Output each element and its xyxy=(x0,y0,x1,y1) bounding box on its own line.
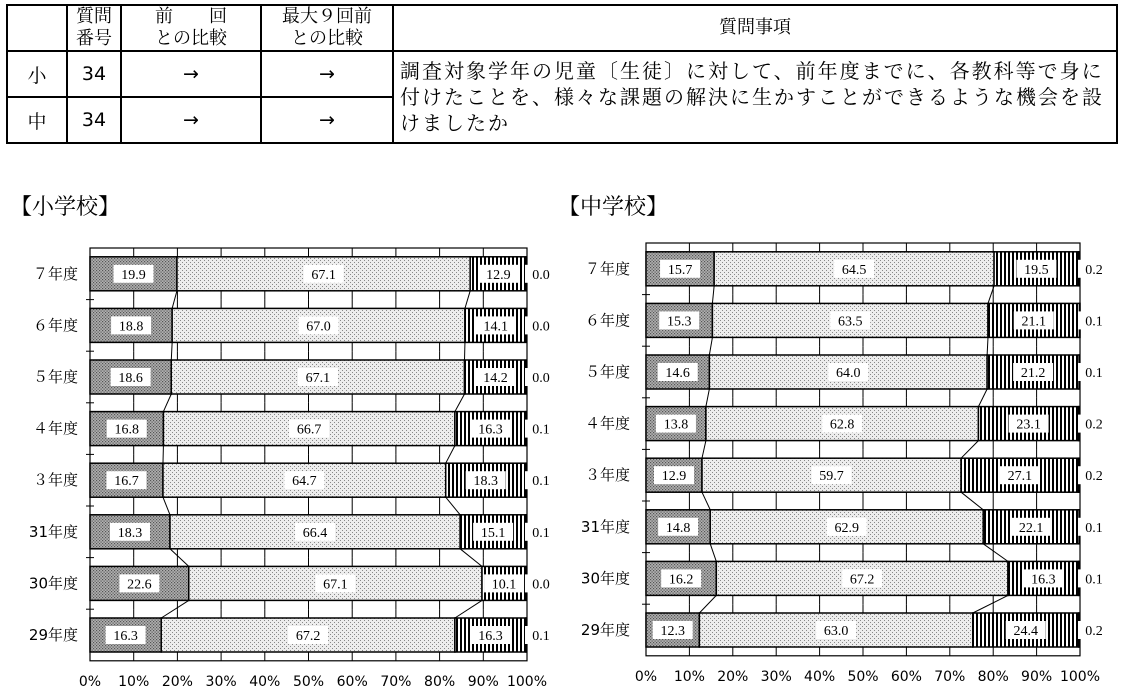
connector-line xyxy=(710,544,716,562)
connector-line xyxy=(702,441,706,459)
header-blank xyxy=(7,5,67,51)
value-label: 19.9 xyxy=(121,267,146,283)
connector-line xyxy=(455,600,482,618)
value-label: 23.1 xyxy=(1016,417,1041,433)
connector-line xyxy=(706,389,709,407)
elementary-stacked-bar-chart xyxy=(0,240,560,691)
value-label: 0.2 xyxy=(1085,469,1103,485)
x-tick-label: 50% xyxy=(292,673,325,690)
connector-line xyxy=(172,291,177,309)
category-label: ３年度 xyxy=(584,466,630,485)
value-label: 64.0 xyxy=(835,366,861,381)
category-label: 30年度 xyxy=(28,574,78,593)
connector-line xyxy=(163,497,170,515)
table-row xyxy=(7,51,1117,97)
category-label: 29年度 xyxy=(28,626,78,644)
category-label: 30年度 xyxy=(580,569,630,588)
value-label: 18.3 xyxy=(117,525,143,541)
category-label: 31年度 xyxy=(28,522,78,541)
value-label: 67.2 xyxy=(295,629,321,644)
school-elementary: 小 xyxy=(7,51,67,97)
value-label: 0.0 xyxy=(532,371,550,386)
connector-line xyxy=(987,337,988,355)
value-label: 10.1 xyxy=(491,577,517,593)
x-tick-label: 10% xyxy=(118,673,150,690)
value-label: 0.1 xyxy=(1085,520,1103,536)
header-previous-comparison: 前 回 との比較 xyxy=(121,5,261,51)
category-label: 29年度 xyxy=(580,621,630,639)
value-label: 22.6 xyxy=(127,577,152,593)
x-tick-label: 60% xyxy=(336,673,368,690)
school-junior: 中 xyxy=(7,97,67,143)
value-label: 15.1 xyxy=(480,525,506,541)
value-label: 62.9 xyxy=(834,520,859,536)
x-tick-label: 100% xyxy=(506,673,548,690)
connector-line xyxy=(983,544,1008,562)
value-label: 64.5 xyxy=(841,262,867,278)
value-label: 67.1 xyxy=(305,371,331,386)
value-label: 63.0 xyxy=(823,624,849,639)
connector-line xyxy=(446,497,460,515)
x-tick-label: 40% xyxy=(804,668,836,685)
value-label: 0.2 xyxy=(1085,624,1103,639)
value-label: 0.1 xyxy=(1085,572,1103,588)
value-label: 0.1 xyxy=(532,474,550,490)
connector-line xyxy=(171,342,172,360)
header-question-number: 質問 番号 xyxy=(67,5,121,51)
value-label: 67.1 xyxy=(323,577,348,593)
value-label: 63.5 xyxy=(837,314,863,330)
connector-line xyxy=(712,286,714,304)
section-title-elementary: 【小学校】 xyxy=(10,195,121,220)
category-label: ５年度 xyxy=(584,363,630,381)
category-label: ４年度 xyxy=(32,419,78,438)
connector-line xyxy=(978,389,987,407)
junior-stacked-bar-chart xyxy=(560,240,1126,691)
question-table xyxy=(6,4,1118,144)
category-label: ５年度 xyxy=(32,368,78,386)
value-label: 16.3 xyxy=(478,629,503,644)
value-label: 16.3 xyxy=(113,629,138,644)
connector-line xyxy=(709,337,712,355)
category-label: ３年度 xyxy=(32,471,78,490)
connector-line xyxy=(446,446,455,464)
value-label: 18.6 xyxy=(118,371,143,386)
value-label: 66.7 xyxy=(296,422,322,438)
value-label: 16.7 xyxy=(114,474,139,490)
x-tick-label: 10% xyxy=(673,668,705,685)
category-label: ７年度 xyxy=(32,264,78,283)
connector-line xyxy=(961,492,983,510)
value-label: 66.4 xyxy=(302,525,328,541)
x-tick-label: 80% xyxy=(424,673,456,690)
table-header-row xyxy=(7,5,1117,51)
connector-line xyxy=(465,291,470,309)
value-label: 14.2 xyxy=(483,371,508,386)
value-label: 27.1 xyxy=(1007,469,1033,485)
x-tick-label: 30% xyxy=(760,668,792,685)
value-label: 0.0 xyxy=(532,267,550,283)
value-label: 59.7 xyxy=(819,469,844,485)
x-tick-label: 20% xyxy=(717,668,749,685)
value-label: 67.2 xyxy=(849,572,875,588)
connector-line xyxy=(161,600,189,618)
x-tick-label: 80% xyxy=(977,668,1009,685)
section-title-junior: 【中学校】 xyxy=(558,195,669,220)
category-label: ６年度 xyxy=(32,316,78,335)
value-label: 0.1 xyxy=(532,525,550,541)
value-label: 16.3 xyxy=(1031,572,1056,588)
category-label: ６年度 xyxy=(584,311,630,330)
value-label: 0.0 xyxy=(532,319,550,335)
x-tick-label: 30% xyxy=(205,673,237,690)
x-tick-label: 20% xyxy=(161,673,193,690)
value-label: 67.1 xyxy=(311,267,336,283)
header-question-item: 質問事項 xyxy=(393,5,1117,51)
value-label: 15.3 xyxy=(666,314,692,330)
x-tick-label: 0% xyxy=(634,668,658,685)
value-label: 14.1 xyxy=(483,319,509,335)
value-label: 24.4 xyxy=(1013,624,1038,639)
value-label: 67.0 xyxy=(306,319,331,335)
value-label: 18.8 xyxy=(118,319,144,335)
previous-comparison: → xyxy=(121,51,261,97)
x-tick-label: 60% xyxy=(890,668,922,685)
x-tick-label: 50% xyxy=(847,668,879,685)
value-label: 12.9 xyxy=(661,469,687,485)
connector-line xyxy=(702,492,710,510)
question-text: 調査対象学年の児童〔生徒〕に対して、前年度までに、各教科等で身に付けたことを、様々な課題の解決に生かすことができるような機会を設けましたか xyxy=(393,51,1117,143)
value-label: 0.0 xyxy=(532,577,550,593)
value-label: 0.1 xyxy=(1085,314,1103,330)
value-label: 14.6 xyxy=(665,366,690,381)
connector-line xyxy=(163,394,171,412)
connector-line xyxy=(699,595,716,613)
previous-comparison: → xyxy=(121,97,261,143)
value-label: 16.2 xyxy=(668,572,694,588)
value-label: 16.3 xyxy=(478,422,503,438)
value-label: 21.2 xyxy=(1020,366,1046,381)
x-tick-label: 70% xyxy=(380,673,412,690)
value-label: 62.8 xyxy=(829,417,855,433)
connector-line xyxy=(973,595,1008,613)
max-comparison: → xyxy=(261,51,393,97)
value-label: 64.7 xyxy=(292,474,317,490)
value-label: 0.1 xyxy=(1085,366,1103,381)
value-label: 12.3 xyxy=(660,624,685,639)
value-label: 21.1 xyxy=(1021,314,1047,330)
value-label: 0.1 xyxy=(532,422,550,438)
value-label: 13.8 xyxy=(663,417,689,433)
connector-line xyxy=(460,549,482,567)
value-label: 12.9 xyxy=(486,267,511,283)
x-tick-label: 0% xyxy=(78,673,102,690)
question-number: 34 xyxy=(67,97,121,143)
value-label: 18.3 xyxy=(473,474,498,490)
category-label: ７年度 xyxy=(584,259,630,278)
connector-line xyxy=(455,394,465,412)
x-tick-label: 70% xyxy=(934,668,966,685)
value-label: 16.8 xyxy=(114,422,139,438)
max-comparison: → xyxy=(261,97,393,143)
value-label: 0.2 xyxy=(1085,262,1103,278)
x-tick-label: 90% xyxy=(1021,668,1053,685)
value-label: 0.2 xyxy=(1085,417,1103,433)
question-number: 34 xyxy=(67,51,121,97)
category-label: ４年度 xyxy=(584,414,630,433)
x-tick-label: 40% xyxy=(249,673,281,690)
x-tick-label: 100% xyxy=(1059,668,1101,685)
value-label: 0.1 xyxy=(532,629,550,644)
x-tick-label: 90% xyxy=(467,673,499,690)
value-label: 22.1 xyxy=(1018,520,1044,536)
category-label: 31年度 xyxy=(580,517,630,536)
connector-line xyxy=(170,549,189,567)
value-label: 15.7 xyxy=(667,262,693,278)
header-max-comparison: 最大９回前 との比較 xyxy=(261,5,393,51)
value-label: 19.5 xyxy=(1024,262,1049,278)
value-label: 14.8 xyxy=(665,520,691,536)
connector-line xyxy=(961,441,978,459)
